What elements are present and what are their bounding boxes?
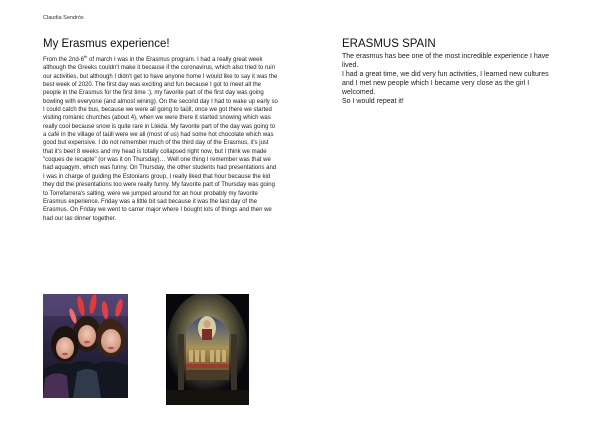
friends-photo <box>43 294 128 398</box>
summary-paragraph: The erasmus has bee one of the most incredible experience I have lived. <box>342 53 550 69</box>
right-page <box>342 38 557 106</box>
text-part-rest: of march I was in the Erasmus program. I had a really great week although the Greeks couldn't make it because if the coronavirus, which also tried to ruin our activities, but although I didn't get to have anyone home I would like to say it was the best week of 2020. The first day was exciting and fun because I got to meet all the people in the Erasmus for the first time :), my favorite part of the first day was going bowling with everyone (and almost wining). On the second day I had to wake up early so I could catch the bus, because we were all going to taüll, once we got there we started visiting romànic churches (about 4), when we were there it started snowing which was really cool because snow is quite rare in Lleida. My favorite part of the day was going to a café in the village of taüll were we all (most of us) had some hot chocolate which was good but expensive. I do not remember much of the third day of the Erasmus, it's just that it's beet 8 weeks and my head is totally collapsed right now, but I think we made "coques de recapte" (or was it on Thursday)… Well one thing I remember was that we had aquagym, which was funny. On Thursday, the other students had presentations and I was in charge of guiding the Estonians group, I really liked that hour because the kid they did the presentations too were really funny. My favorite part of Thursday was going to Torrefarrera's salting, were we jumped around for an hour probably my favorite Erasmus experience. Friday was a little bit sad because it was the last day of the Erasmus. On Friday we went to carrer major where I bought lots of things and then we had our las dinner together. <box>43 57 278 222</box>
author-name: Claudia Sendrós <box>43 15 84 21</box>
section-title: ERASMUS SPAIN <box>342 38 436 50</box>
church-photo-art <box>166 294 249 405</box>
page-title: My Erasmus experience! <box>43 38 170 50</box>
left-page <box>43 38 278 223</box>
friends-photo-art <box>43 294 128 398</box>
church-photo <box>166 294 249 405</box>
summary-text <box>342 52 557 106</box>
summary-paragraph: So I would repeat it! <box>342 98 404 105</box>
ordinal-suffix: th <box>84 54 88 59</box>
summary-paragraph: I had a great time, we did very fun activities, I learned new cultures and I met new people which I became very close as the girl I welcomed. <box>342 71 549 96</box>
experience-text <box>43 56 278 223</box>
text-part-start: From the 2nd-6 <box>43 57 85 63</box>
